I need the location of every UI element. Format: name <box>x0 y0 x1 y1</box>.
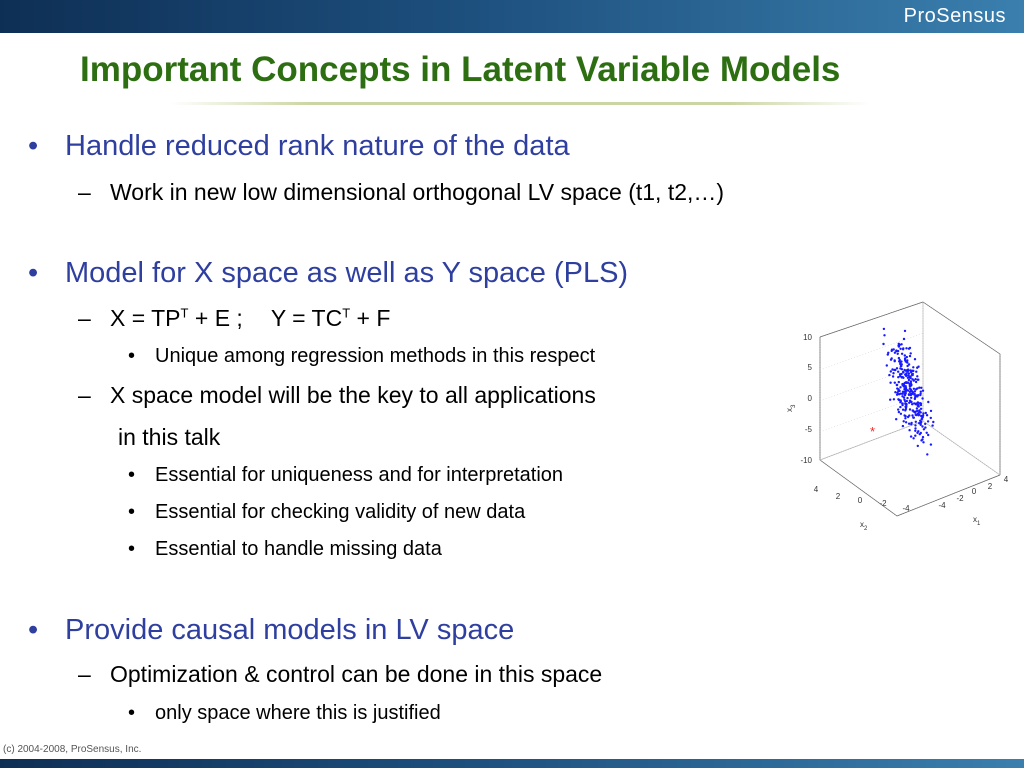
data-point <box>892 372 894 374</box>
data-point <box>886 364 888 366</box>
data-point <box>905 387 907 389</box>
data-point <box>917 445 919 447</box>
data-point <box>931 424 933 426</box>
data-point <box>904 415 906 417</box>
x1-tick: -2 <box>956 494 964 503</box>
bullet-dot: • <box>128 464 136 486</box>
data-point <box>894 382 896 384</box>
data-point <box>914 435 916 437</box>
data-point <box>913 417 915 419</box>
data-point <box>898 343 900 345</box>
data-point <box>908 429 910 431</box>
bullet-dot: • <box>128 702 136 724</box>
data-point <box>887 352 889 354</box>
data-point <box>898 381 900 383</box>
data-point <box>901 353 903 355</box>
data-point <box>908 423 910 425</box>
data-point <box>896 367 898 369</box>
data-point <box>926 453 928 455</box>
bullet-x-y-space: • Model for X space as well as Y space (PLS) <box>28 257 629 289</box>
data-point <box>918 409 920 411</box>
data-point <box>922 390 924 392</box>
data-point <box>932 421 934 423</box>
data-point <box>911 378 913 380</box>
data-point <box>914 390 916 392</box>
data-point <box>906 382 908 384</box>
x3-axis-label: $x_3$ <box>785 404 797 412</box>
scatter-3d-plot <box>780 300 1010 540</box>
data-point <box>904 403 906 405</box>
data-point <box>916 407 918 409</box>
data-point <box>888 374 890 376</box>
data-point <box>883 328 885 330</box>
x2-tick: -2 <box>879 499 887 508</box>
data-point <box>909 377 911 379</box>
data-point <box>912 366 914 368</box>
data-point <box>902 384 904 386</box>
data-point <box>892 375 894 377</box>
dash-marker: – <box>78 661 91 687</box>
data-point <box>921 425 923 427</box>
x1-tick: 4 <box>1003 475 1009 484</box>
data-point <box>893 398 895 400</box>
data-point <box>883 334 885 336</box>
data-point <box>902 425 904 427</box>
sub-bullet-x-space-model-cont: in this talk <box>118 424 221 450</box>
data-point <box>927 434 929 436</box>
x2-tick: 2 <box>835 492 841 501</box>
data-point <box>904 354 906 356</box>
x2-tick: -4 <box>902 504 910 513</box>
data-point <box>930 410 932 412</box>
bullet-dot: • <box>28 257 39 289</box>
footer-bar <box>0 759 1024 768</box>
data-point <box>902 371 904 373</box>
data-point <box>895 418 897 420</box>
data-point <box>898 411 900 413</box>
data-point <box>905 374 907 376</box>
data-point <box>918 405 920 407</box>
sub-bullet-optimization: – Optimization & control can be done in this space <box>78 661 603 687</box>
data-point <box>908 414 910 416</box>
data-point <box>923 428 925 430</box>
data-point <box>889 382 891 384</box>
data-point <box>889 399 891 401</box>
data-point <box>914 378 916 380</box>
data-point <box>900 343 902 345</box>
data-point <box>911 374 913 376</box>
data-point <box>896 392 898 394</box>
data-point <box>910 397 912 399</box>
data-point <box>914 427 916 429</box>
data-point <box>915 388 917 390</box>
data-point <box>920 439 922 441</box>
data-point <box>915 381 917 383</box>
data-point <box>899 406 901 408</box>
z-tick: 5 <box>807 363 812 372</box>
data-point <box>908 348 910 350</box>
data-point <box>922 436 924 438</box>
data-point <box>913 388 915 390</box>
data-point <box>899 367 901 369</box>
dash-marker: – <box>78 382 91 408</box>
data-point <box>913 402 915 404</box>
x2-axis-label: $x_2$ <box>860 520 868 532</box>
sub-sub-bullet-justified: • only space where this is justified <box>128 702 441 724</box>
data-point <box>893 348 895 350</box>
data-point <box>910 390 912 392</box>
data-point <box>910 352 912 354</box>
dash-marker: – <box>78 305 91 331</box>
bullet-dot: • <box>128 345 136 367</box>
data-point <box>901 376 903 378</box>
bullet-dot: • <box>28 614 39 646</box>
data-point <box>906 400 908 402</box>
data-point <box>921 397 923 399</box>
data-point <box>910 435 912 437</box>
slide-title: Important Concepts in Latent Variable Models <box>80 50 841 89</box>
data-point <box>898 345 900 347</box>
dash-marker: – <box>78 179 91 205</box>
data-point <box>905 421 907 423</box>
data-point <box>913 410 915 412</box>
bullet-dot: • <box>28 130 39 162</box>
data-point <box>930 443 932 445</box>
data-point <box>882 343 884 345</box>
bullet-causal-models: • Provide causal models in LV space <box>28 614 515 646</box>
data-point <box>900 365 902 367</box>
data-point <box>902 409 904 411</box>
x2-tick: 0 <box>857 496 863 505</box>
x1-tick: 0 <box>971 487 977 496</box>
data-point <box>922 412 924 414</box>
data-point <box>897 353 899 355</box>
data-point <box>916 410 918 412</box>
data-point <box>896 384 898 386</box>
data-point <box>919 393 921 395</box>
data-point <box>897 398 899 400</box>
data-point <box>906 397 908 399</box>
data-point <box>914 424 916 426</box>
data-point <box>921 418 923 420</box>
x1-tick: 2 <box>987 482 993 491</box>
data-point <box>916 375 918 377</box>
data-point <box>899 348 901 350</box>
data-point <box>926 432 928 434</box>
copyright-footer: (c) 2004-2008, ProSensus, Inc. <box>3 744 142 755</box>
data-points <box>882 328 934 456</box>
data-point <box>898 390 900 392</box>
data-point <box>899 373 901 375</box>
data-point <box>908 372 910 374</box>
z-tick: 0 <box>807 394 812 403</box>
data-point <box>910 401 912 403</box>
data-point <box>891 357 893 359</box>
data-point <box>913 393 915 395</box>
data-point <box>922 414 924 416</box>
title-divider <box>170 102 870 105</box>
data-point <box>914 430 916 432</box>
data-point <box>926 414 928 416</box>
data-point <box>922 441 924 443</box>
bullet-reduced-rank: • Handle reduced rank nature of the data <box>28 130 570 162</box>
data-point <box>904 330 906 332</box>
data-point <box>912 437 914 439</box>
data-point <box>897 408 899 410</box>
z-tick: 10 <box>803 333 812 342</box>
data-point <box>904 417 906 419</box>
data-point <box>897 376 899 378</box>
data-point <box>894 369 896 371</box>
data-point <box>920 402 922 404</box>
data-point <box>903 420 905 422</box>
data-point <box>903 369 905 371</box>
data-point <box>894 359 896 361</box>
data-point <box>894 352 896 354</box>
z-tick: -10 <box>800 456 812 465</box>
data-point <box>906 365 908 367</box>
sub-bullet-lv-space: – Work in new low dimensional orthogonal LV space (t1, t2,…) <box>78 179 725 205</box>
data-point <box>911 414 913 416</box>
data-point <box>914 358 916 360</box>
data-point <box>906 389 908 391</box>
data-point <box>920 408 922 410</box>
data-point <box>918 387 920 389</box>
data-point <box>915 421 917 423</box>
sub-sub-bullet-unique: • Unique among regression methods in this respect <box>128 345 596 367</box>
bullet-dot: • <box>128 501 136 523</box>
sub-sub-bullet-missing-data: • Essential to handle missing data <box>128 538 442 560</box>
data-point <box>909 408 911 410</box>
outlier-marker: * <box>870 424 876 439</box>
z-tick: -5 <box>804 425 812 434</box>
data-point <box>903 399 905 401</box>
data-point <box>927 401 929 403</box>
data-point <box>903 338 905 340</box>
data-point <box>904 409 906 411</box>
data-point <box>902 391 904 393</box>
x1-axis-label: $x_1$ <box>973 515 981 527</box>
sub-bullet-equations: – $X = TP^T + E$ ; $Y = TC^T + F$ <box>78 305 391 331</box>
data-point <box>914 395 916 397</box>
data-point <box>920 422 922 424</box>
data-point <box>894 391 896 393</box>
data-point <box>917 401 919 403</box>
data-point <box>930 417 932 419</box>
data-point <box>916 432 918 434</box>
data-point <box>915 371 917 373</box>
data-point <box>925 412 927 414</box>
data-point <box>917 379 919 381</box>
data-point <box>906 356 908 358</box>
data-point <box>905 347 907 349</box>
data-point <box>908 379 910 381</box>
sub-bullet-x-space-model: – X space model will be the key to all applications <box>78 382 596 408</box>
x2-tick: 4 <box>813 485 819 494</box>
data-point <box>907 375 909 377</box>
sub-sub-bullet-uniqueness: • Essential for uniqueness and for interpretation <box>128 464 564 486</box>
data-point <box>916 367 918 369</box>
data-point <box>898 357 900 359</box>
prosensus-logo: ProSensus <box>903 5 1006 27</box>
data-point <box>891 368 893 370</box>
data-point <box>891 350 893 352</box>
data-point <box>910 394 912 396</box>
bullet-dot: • <box>128 538 136 560</box>
data-point <box>924 423 926 425</box>
data-point <box>909 385 911 387</box>
data-point <box>902 348 904 350</box>
header-bar <box>0 0 1024 33</box>
data-point <box>904 391 906 393</box>
data-point <box>909 355 911 357</box>
data-point <box>915 414 917 416</box>
data-point <box>907 368 909 370</box>
data-point <box>900 413 902 415</box>
data-point <box>901 395 903 397</box>
data-point <box>897 371 899 373</box>
data-point <box>920 391 922 393</box>
data-point <box>909 369 911 371</box>
sub-sub-bullet-validity: • Essential for checking validity of new data <box>128 501 526 523</box>
data-point <box>906 359 908 361</box>
data-point <box>890 370 892 372</box>
data-point <box>897 350 899 352</box>
data-point <box>927 420 929 422</box>
data-point <box>899 386 901 388</box>
data-point <box>901 404 903 406</box>
data-point <box>910 423 912 425</box>
data-point <box>920 432 922 434</box>
x1-tick: -4 <box>938 501 946 510</box>
